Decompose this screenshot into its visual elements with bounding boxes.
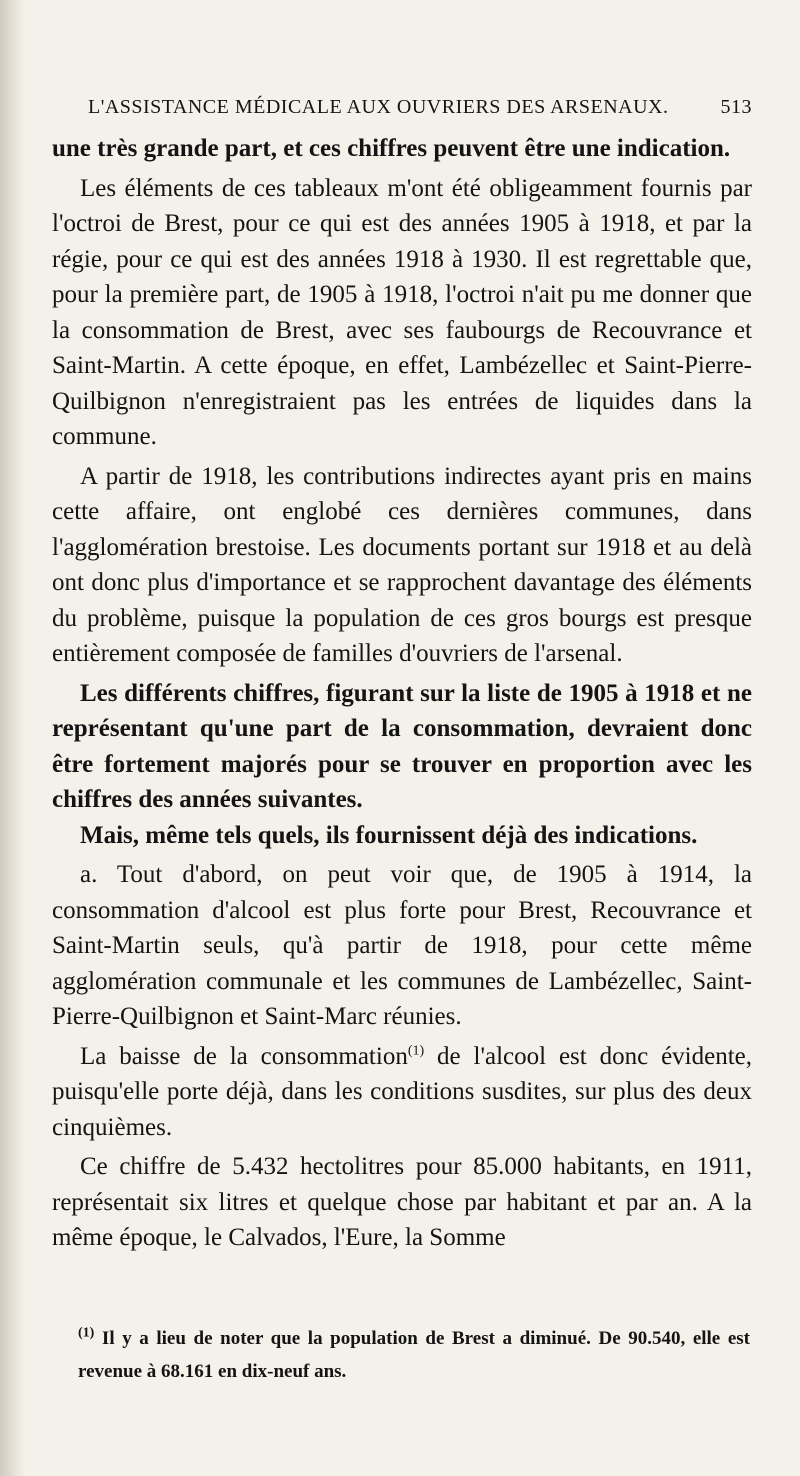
footnote-reference[interactable]: (1) [407,1043,425,1059]
paragraph-chiffres: Les différents chiffres, figurant sur la liste de 1905 à 1918 et ne représentant qu'une part de la consommation, devraient donc être fortement majorés pour se trouver en proportion avec les chiffres des années suivantes. [52,679,752,813]
footnote-marker: (1) [78,1325,95,1341]
page-number: 513 [720,96,752,118]
paragraph-baisse-start: La baisse de la consommation [80,1042,408,1070]
footnote-block [78,1322,750,1388]
paragraph-continuation: une très grande part, et ces chiffres peuvent être une indication. [52,135,731,162]
footnote-text: Il y a lieu de noter que la population de Brest a diminué. De 90.540, elle est revenue à 68.161 en dix-neuf ans. [78,1328,750,1382]
paragraph-baisse-end: de l'alcool est donc évidente, puisqu'elle porte déjà, dans les conditions susdites, sur plus des deux cinquièmes. [52,1042,752,1141]
book-page [52,96,752,1256]
paragraph-1918: A partir de 1918, les contributions indirectes ayant pris en mains cette affaire, ont englobé ces dernières communes, dans l'agglomération brestoise. Les documents portant sur 1918 et au delà ont donc plus d'importance et se rapprochent davantage des éléments du problème, puisque la population de ces gros bourgs est presque entièrement composée de familles d'ouvriers de l'arsenal. [52,462,752,667]
paragraph-point-a: a. Tout d'abord, on peut voir que, de 1905 à 1914, la consommation d'alcool est plus forte pour Brest, Recouvrance et Saint-Martin seuls, qu'à partir de 1918, pour cette même agglomération communale et les communes de Lambézellec, Saint-Pierre-Quilbignon et Saint-Marc réunies. [52,861,752,1030]
paragraph-octroi: Les éléments de ces tableaux m'ont été obligeamment fournis par l'octroi de Brest, pour ce qui est des années 1905 à 1918, et par la régie, pour ce qui est des années 1918 à 1930. Il est regrettable que, pour la première part, de 1905 à 1918, l'octroi n'ait pu me donner que la consommation de Brest, avec ses faubourgs de Recouvrance et Saint-Martin. A cette époque, en effet, Lambézellec et Saint-Pierre-Quilbignon n'enregistraient pas les entrées de liquides dans la commune. [52,174,752,450]
page-body [52,131,752,1256]
scan-edge-shadow [0,0,26,1476]
paragraph-indications: Mais, même tels quels, ils fournissent déjà des indications. [80,821,698,849]
paragraph-chiffre: Ce chiffre de 5.432 hectolitres pour 85.000 habitants, en 1911, représentait six litres et quelque chose par habitant et par an. A la même époque, le Calvados, l'Eure, la Somme [52,1153,752,1251]
running-title: L'ASSISTANCE MÉDICALE AUX OUVRIERS DES ARSENAUX. [88,96,669,118]
running-header [88,96,752,119]
paragraph-baisse [52,1039,752,1146]
footnote-entry [78,1322,750,1388]
